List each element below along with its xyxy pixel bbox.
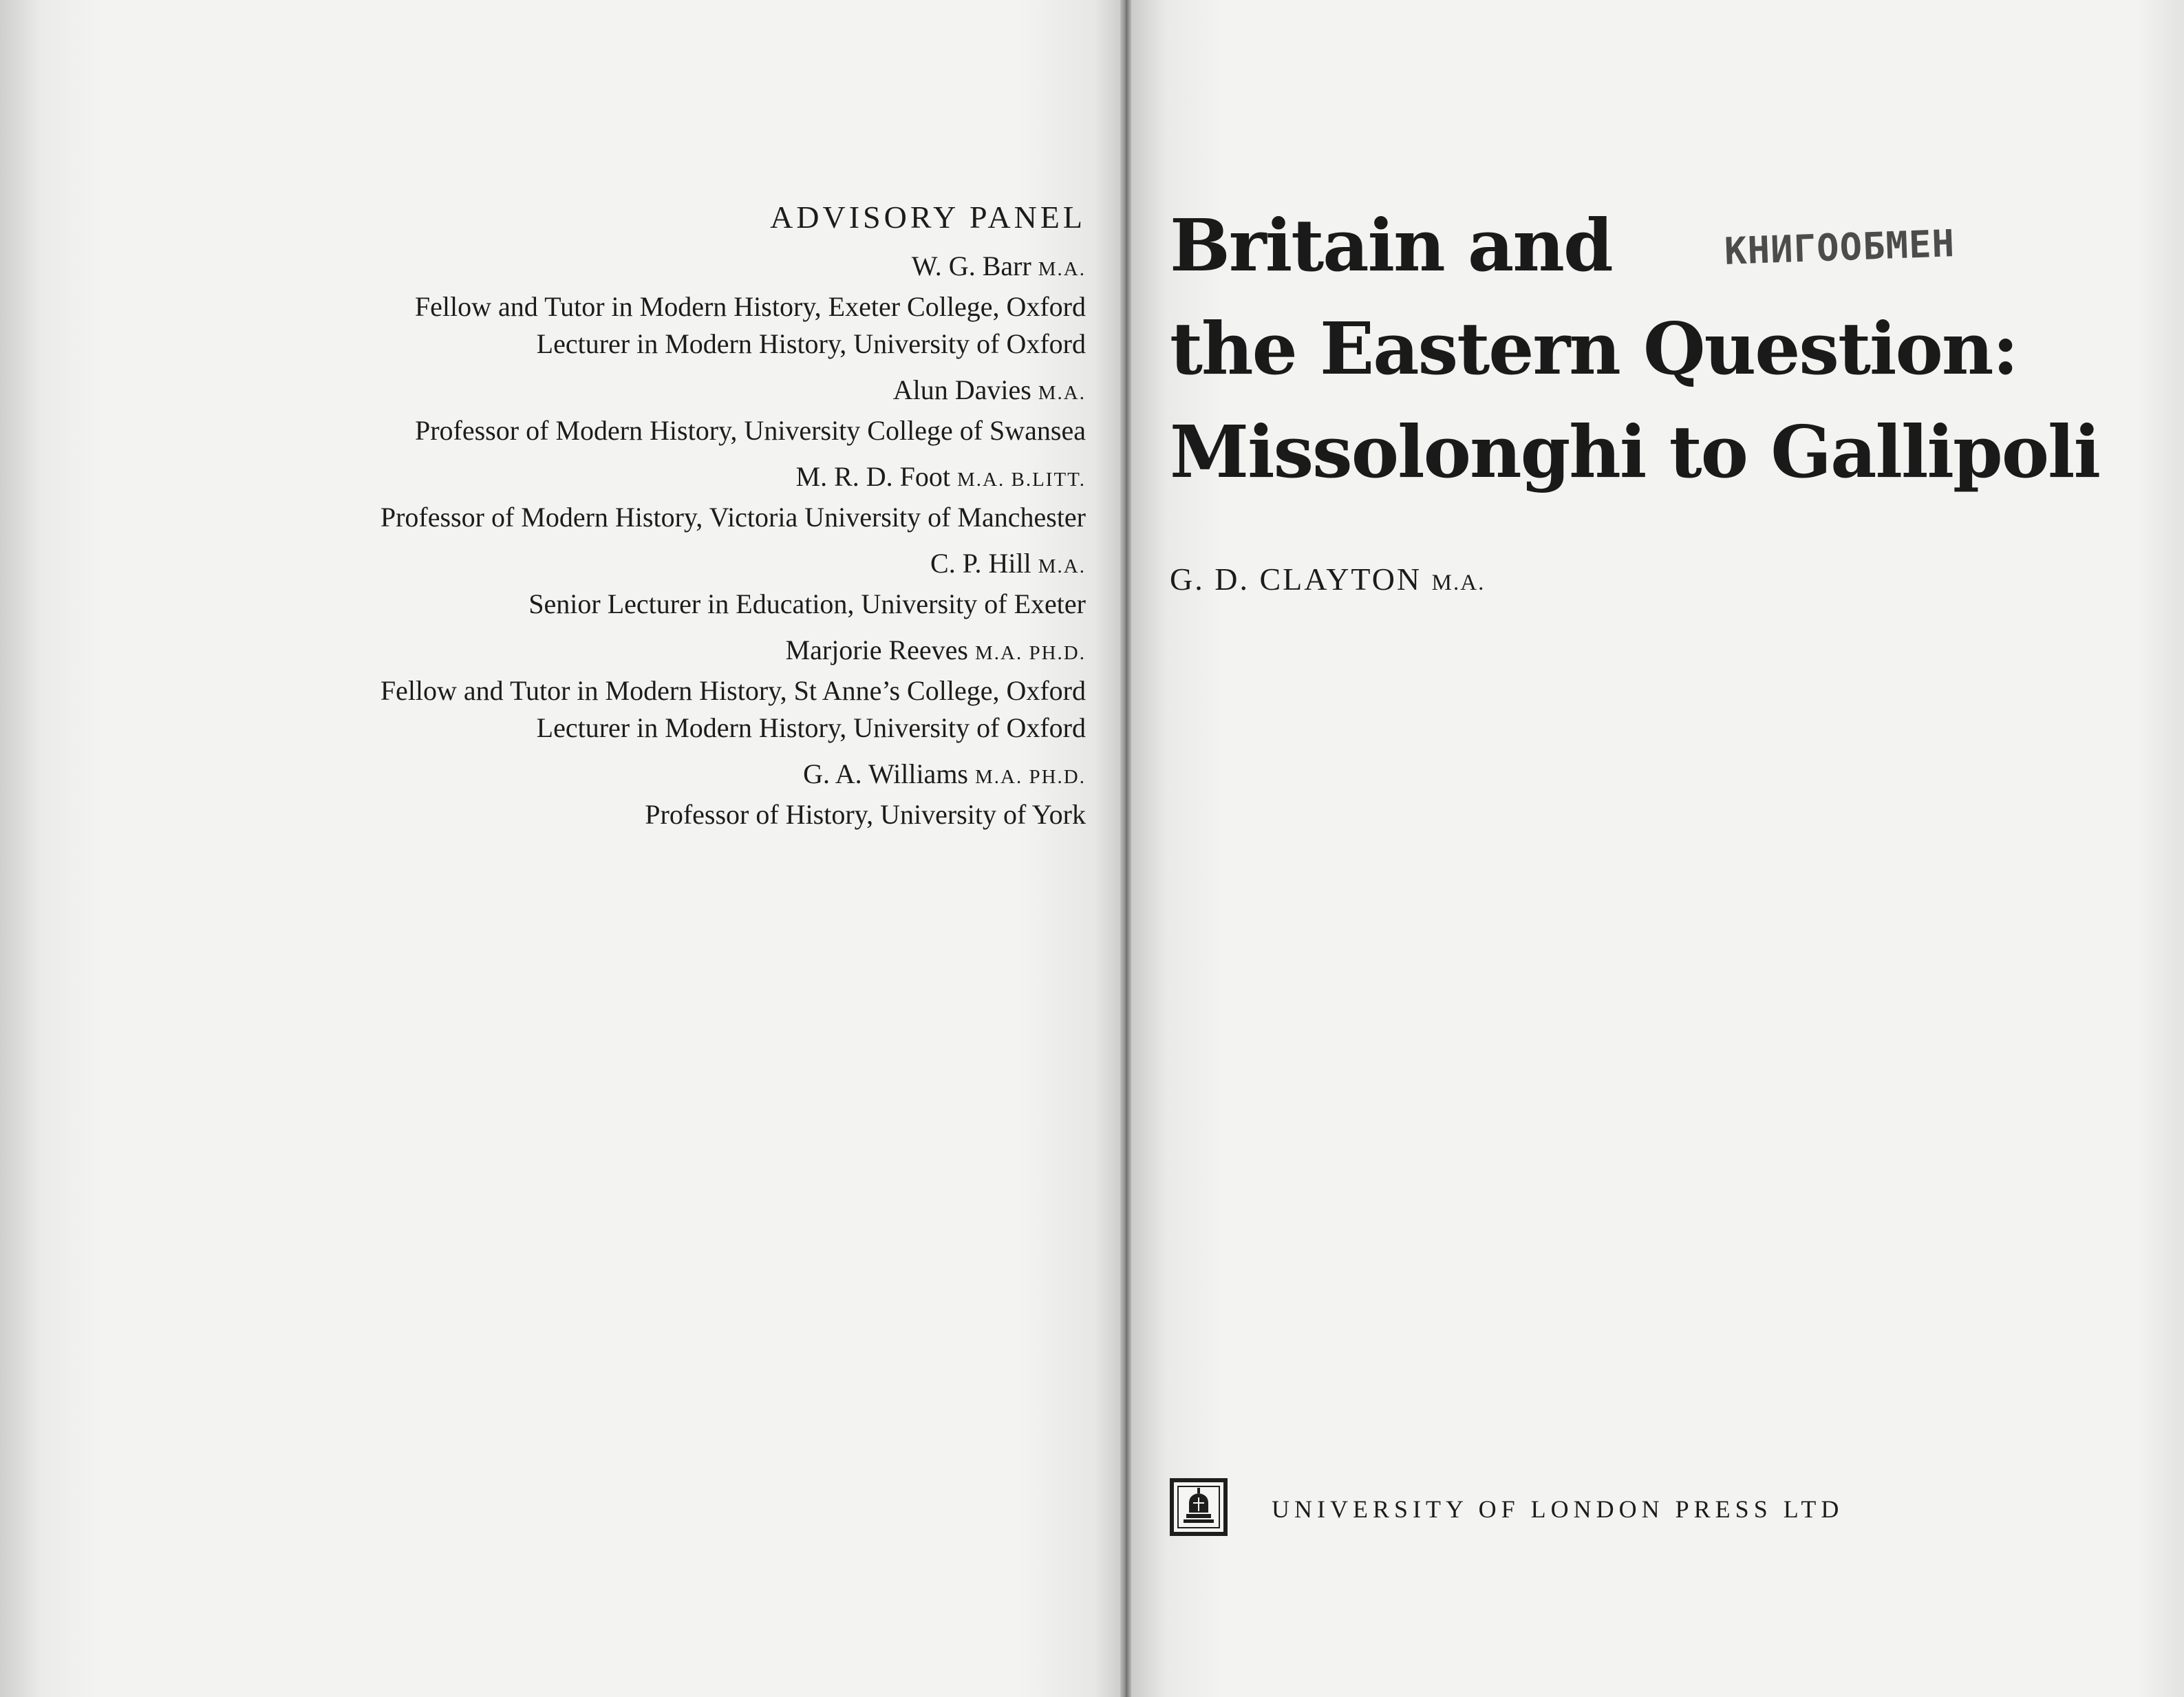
advisory-panel	[164, 196, 1086, 842]
panel-member	[164, 755, 1086, 833]
member-degree: M.A.	[1038, 382, 1086, 404]
member-name: Alun Davies	[892, 374, 1031, 405]
author-line	[1170, 561, 1485, 597]
member-name: W. G. Barr	[911, 250, 1031, 281]
member-role: Professor of Modern History, University College of Swansea	[414, 415, 1086, 446]
member-role: Professor of History, University of York	[645, 799, 1086, 830]
panel-member	[164, 247, 1086, 363]
member-degree: M.A. B.LITT.	[957, 469, 1086, 491]
title-line: Britain and	[1170, 203, 1612, 288]
advisory-panel-heading: ADVISORY PANEL	[770, 200, 1086, 235]
member-role: Lecturer in Modern History, University of Oxford	[536, 712, 1086, 743]
panel-member	[164, 458, 1086, 536]
book-spine	[1120, 0, 1131, 1697]
crown-icon	[1170, 1478, 1228, 1536]
title-line: Missolonghi to Gallipoli	[1170, 409, 2100, 494]
member-role: Fellow and Tutor in Modern History, Exeter College, Oxford	[414, 291, 1086, 322]
member-name: Marjorie Reeves	[785, 634, 968, 665]
member-name: C. P. Hill	[930, 548, 1031, 579]
member-degree: M.A. PH.D.	[975, 642, 1086, 664]
library-stamp: КНИГООБМЕН	[1724, 222, 1956, 273]
panel-member	[164, 371, 1086, 449]
member-degree: M.A. PH.D.	[975, 766, 1086, 788]
right-page	[1131, 0, 2184, 1697]
title-line: the Eastern Question:	[1170, 306, 2017, 391]
publisher-name: UNIVERSITY OF LONDON PRESS LTD	[1272, 1495, 1844, 1523]
panel-member	[164, 544, 1086, 623]
member-role: Lecturer in Modern History, University of Oxford	[536, 328, 1086, 359]
author-degree: M.A.	[1431, 570, 1486, 595]
member-name: M. R. D. Foot	[795, 461, 951, 492]
member-role: Professor of Modern History, Victoria University of Manchester	[380, 502, 1086, 533]
member-degree: M.A.	[1038, 555, 1086, 577]
member-role: Fellow and Tutor in Modern History, St Anne’s College, Oxford	[380, 675, 1086, 706]
author-name: G. D. CLAYTON	[1170, 562, 1422, 597]
member-degree: M.A.	[1038, 258, 1086, 280]
panel-member	[164, 631, 1086, 747]
member-name: G. A. Williams	[803, 758, 968, 789]
member-role: Senior Lecturer in Education, University of Exeter	[528, 588, 1086, 619]
